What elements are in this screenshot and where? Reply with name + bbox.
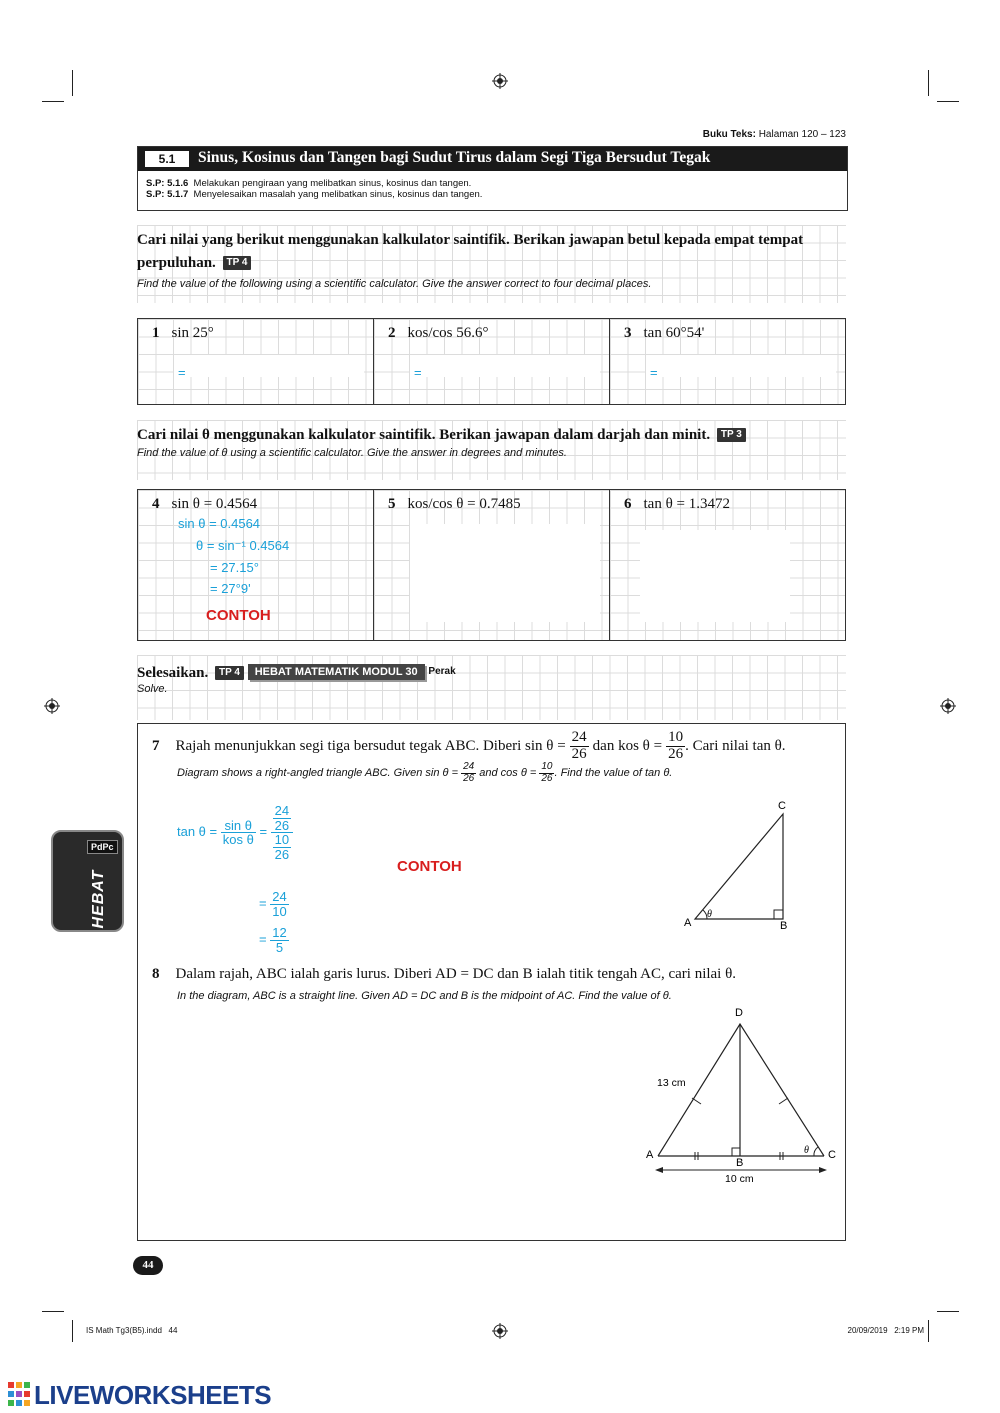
fraction xyxy=(570,730,589,763)
question-7-english xyxy=(177,762,672,784)
answer-field[interactable] xyxy=(174,1008,412,1180)
question-number: 7 xyxy=(152,737,160,754)
question-number: 1 xyxy=(152,325,160,341)
sp-code: S.P: 5.1.7 xyxy=(146,189,189,200)
liveworksheets-logo-icon xyxy=(8,1382,30,1406)
fraction xyxy=(461,762,476,784)
sp-code: S.P: 5.1.6 xyxy=(146,178,189,189)
question-text: Rajah menunjukkan segi tiga bersudut tegak ABC. Diberi sin θ = xyxy=(175,737,566,754)
crop-mark xyxy=(928,70,929,96)
part-b-answer-table xyxy=(137,489,846,641)
fraction xyxy=(273,833,291,861)
footer-file: IS Math Tg3(B5).indd 44 xyxy=(86,1326,178,1335)
numerator: 24 xyxy=(571,729,587,745)
part-c-instruction xyxy=(137,660,846,695)
question-number: 2 xyxy=(388,325,396,341)
numerator: 10 xyxy=(668,729,684,745)
vertex-label-a: A xyxy=(684,917,692,929)
answer-field[interactable]: = xyxy=(178,365,186,380)
crop-mark xyxy=(72,1320,73,1342)
module-badge: HEBAT MATEMATIK MODUL 30 xyxy=(248,664,425,680)
example-working-step xyxy=(259,926,289,954)
question-7-box xyxy=(137,723,846,965)
denominator: 26 xyxy=(274,817,290,833)
question-text: Dalam rajah, ABC ialah garis lurus. Diberi AD = DC dan B ialah titik tengah AC, cari nilai θ. xyxy=(175,966,737,982)
equals-sign: = xyxy=(259,931,267,947)
example-working xyxy=(177,804,293,862)
example-step: = 27.15° xyxy=(210,560,259,575)
numerator: 10 xyxy=(274,832,290,848)
textbook-pages: Halaman 120 – 123 xyxy=(758,129,846,140)
question-text: . Cari nilai tan θ. xyxy=(685,737,786,754)
textbook-reference xyxy=(703,129,846,140)
equal-tick xyxy=(779,1098,788,1104)
crop-mark xyxy=(928,1320,929,1342)
crop-mark xyxy=(72,70,73,96)
pdpc-label: PdPc xyxy=(87,840,118,854)
module-state: Perak xyxy=(428,666,456,677)
equals-sign: = xyxy=(259,895,267,911)
question-text: sin 25° xyxy=(171,325,214,341)
instruction-english: Find the value of the following using a scientific calculator. Give the answer correct to four decimal places. xyxy=(137,278,652,290)
page-number: 44 xyxy=(133,1256,163,1275)
question-2 xyxy=(388,324,489,342)
footer-date: 20/09/2019 2:19 PM xyxy=(847,1326,924,1335)
answer-field[interactable]: = xyxy=(650,365,658,380)
instruction-malay xyxy=(137,229,837,275)
watermark-text: LIVEWORKSHEETS xyxy=(34,1380,272,1410)
crop-mark xyxy=(937,101,959,102)
fraction xyxy=(270,890,288,918)
numerator: 10 xyxy=(541,761,553,772)
instruction-english: Solve. xyxy=(137,683,168,695)
question-number: 3 xyxy=(624,325,632,341)
tp-badge: TP 3 xyxy=(717,428,746,442)
fraction xyxy=(221,819,256,847)
question-cell xyxy=(374,319,610,404)
equal-tick xyxy=(692,1098,701,1104)
question-number: 4 xyxy=(152,496,160,512)
right-angle-marker xyxy=(774,910,783,919)
fraction xyxy=(539,762,554,784)
answer-field[interactable] xyxy=(640,530,790,622)
question-1 xyxy=(152,324,214,342)
question-text: tan θ = 1.3472 xyxy=(643,496,730,512)
instruction-text: Cari nilai θ menggunakan kalkulator saintifik. Berikan jawapan dalam darjah dan minit. xyxy=(137,427,711,443)
angle-arc xyxy=(814,1147,818,1156)
denominator: 26 xyxy=(668,745,684,762)
tp-badge: TP 4 xyxy=(223,256,252,270)
answer-field[interactable]: = xyxy=(414,365,422,380)
question-cell xyxy=(610,319,845,404)
compound-fraction xyxy=(271,804,293,862)
crop-mark xyxy=(42,101,64,102)
section-title: Sinus, Kosinus dan Tangen bagi Sudut Tirus dalam Segi Tiga Bersudut Tegak xyxy=(198,149,711,166)
question-3 xyxy=(624,324,704,342)
triangle-outline xyxy=(695,814,783,919)
denominator: kos θ xyxy=(222,832,254,848)
question-text: kos/cos 56.6° xyxy=(407,325,489,341)
question-text: and cos θ = xyxy=(479,766,537,779)
question-5 xyxy=(388,495,521,513)
instruction-malay xyxy=(137,660,846,685)
arrow-left-icon xyxy=(655,1167,663,1173)
angle-label: θ xyxy=(707,909,712,920)
registration-mark-icon xyxy=(44,698,60,714)
side-tab xyxy=(51,830,124,932)
right-angle-marker xyxy=(732,1148,740,1156)
question-text: Diagram shows a right-angled triangle ABC. Given sin θ = xyxy=(177,766,458,779)
question-7-malay xyxy=(152,730,786,763)
example-step: θ = sin⁻¹ 0.4564 xyxy=(196,538,290,553)
denominator: 26 xyxy=(274,846,290,862)
equals-sign: = xyxy=(259,824,268,840)
side-length-label: 13 cm xyxy=(657,1077,686,1089)
question-cell xyxy=(374,490,610,640)
example-label: CONTOH xyxy=(206,607,271,624)
question-number: 8 xyxy=(152,966,160,982)
denominator: 26 xyxy=(463,772,475,784)
learning-standard xyxy=(146,178,482,189)
learning-standards xyxy=(146,178,482,200)
denominator: 10 xyxy=(272,903,287,919)
instruction-malay xyxy=(137,424,846,447)
denominator: 26 xyxy=(571,745,587,762)
learning-standard xyxy=(146,189,482,200)
fraction xyxy=(273,804,291,832)
denominator: 5 xyxy=(275,939,284,955)
answer-field[interactable] xyxy=(410,524,600,622)
registration-mark-icon xyxy=(492,73,508,89)
base-length-label: 10 cm xyxy=(725,1173,754,1185)
numerator: 24 xyxy=(274,803,290,818)
brand-logo: HEBAT xyxy=(90,869,107,929)
example-working-step xyxy=(259,890,289,918)
question-8-malay xyxy=(152,965,736,983)
question-6 xyxy=(624,495,730,513)
question-text: . Find the value of tan θ. xyxy=(554,766,673,779)
question-text: sin θ = 0.4564 xyxy=(171,496,258,512)
question-cell xyxy=(138,490,374,640)
question-8-box xyxy=(137,962,846,1241)
textbook-label: Buku Teks: xyxy=(702,129,756,140)
numerator: 12 xyxy=(272,925,287,940)
example-label: CONTOH xyxy=(397,858,462,875)
vertex-label-c: C xyxy=(828,1149,836,1161)
section-title-bar xyxy=(138,147,847,171)
numerator: 24 xyxy=(272,889,287,904)
question-text: dan kos θ = xyxy=(592,737,663,754)
question-cell xyxy=(610,490,845,640)
registration-mark-icon xyxy=(492,1323,508,1339)
question-4 xyxy=(152,495,257,513)
question-8-english: In the diagram, ABC is a straight line. Given AD = DC and B is the midpoint of AC. Find the value of θ. xyxy=(177,990,672,1002)
triangle-abcd-diagram xyxy=(641,1002,841,1192)
vertex-label-c: C xyxy=(778,800,786,812)
numerator: sin θ xyxy=(221,819,256,834)
part-a-instruction xyxy=(137,229,837,290)
instruction-text: Selesaikan. xyxy=(137,665,209,681)
vertex-label-b: B xyxy=(736,1157,744,1169)
angle-label: θ xyxy=(804,1145,809,1156)
question-cell xyxy=(138,319,374,404)
sp-text: Melakukan pengiraan yang melibatkan sinus, kosinus dan tangen. xyxy=(193,178,472,189)
instruction-english: Find the value of θ using a scientific calculator. Give the answer in degrees and minutes. xyxy=(137,447,567,459)
sp-text: Menyelesaikan masalah yang melibatkan sinus, kosinus dan tangen. xyxy=(193,189,483,200)
working-lhs: tan θ = xyxy=(177,824,218,840)
denominator: 26 xyxy=(541,772,553,784)
crop-mark xyxy=(42,1311,64,1312)
vertex-label-b: B xyxy=(780,920,788,932)
question-text: tan 60°54' xyxy=(643,325,705,341)
triangle-sides xyxy=(658,1024,824,1156)
question-number: 5 xyxy=(388,496,396,512)
part-a-answer-table xyxy=(137,318,846,405)
arrow-right-icon xyxy=(819,1167,827,1173)
example-step: = 27°9' xyxy=(210,581,251,596)
fraction xyxy=(270,926,288,954)
numerator: 24 xyxy=(463,761,475,772)
vertex-label-a: A xyxy=(646,1149,654,1161)
crop-mark xyxy=(937,1311,959,1312)
triangle-abc-diagram xyxy=(678,796,803,936)
tp-badge: TP 4 xyxy=(215,666,244,680)
fraction xyxy=(666,730,685,763)
part-b-instruction xyxy=(137,424,846,459)
question-number: 6 xyxy=(624,496,632,512)
question-text: kos/cos θ = 0.7485 xyxy=(407,496,521,512)
section-header xyxy=(137,146,848,211)
registration-mark-icon xyxy=(940,698,956,714)
vertex-label-d: D xyxy=(735,1007,743,1019)
example-step: sin θ = 0.4564 xyxy=(178,516,261,531)
section-number: 5.1 xyxy=(144,150,190,168)
instruction-text: Cari nilai yang berikut menggunakan kalkulator saintifik. Berikan jawapan betul kepada empat tempat perpuluhan. xyxy=(137,232,804,271)
